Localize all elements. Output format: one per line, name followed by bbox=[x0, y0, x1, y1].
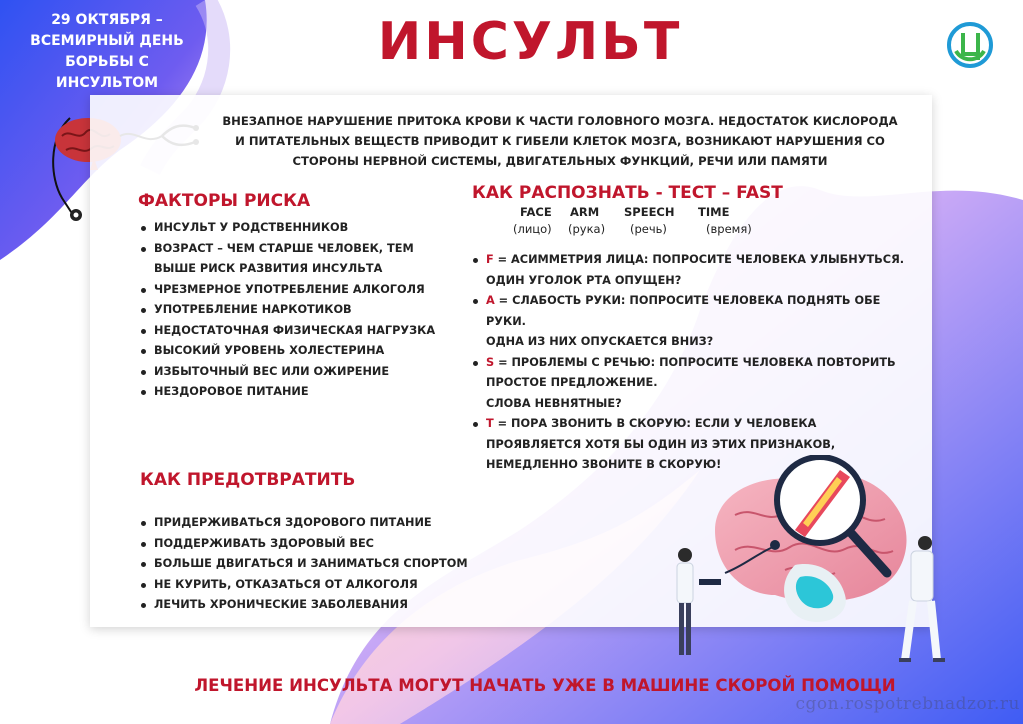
fast-letter: A bbox=[486, 294, 495, 307]
brain-doctors-illustration bbox=[655, 455, 945, 670]
risk-heading: ФАКТОРЫ РИСКА bbox=[138, 191, 311, 211]
page-title: ИНСУЛЬТ bbox=[377, 12, 683, 72]
fast-extra: СЛОВА НЕВНЯТНЫЕ? bbox=[486, 396, 622, 410]
risk-item: ИНСУЛЬТ У РОДСТВЕННИКОВ bbox=[140, 218, 450, 239]
risk-item: УПОТРЕБЛЕНИЕ НАРКОТИКОВ bbox=[140, 300, 450, 321]
fast-letter: F bbox=[486, 253, 494, 266]
fast-en-speech: SPEECH bbox=[624, 205, 675, 219]
fast-en-arm: ARM bbox=[570, 205, 600, 219]
fast-en-face: FACE bbox=[520, 205, 552, 219]
prevent-heading: КАК ПРЕДОТВРАТИТЬ bbox=[140, 470, 356, 490]
fast-ru-arm: (рука) bbox=[568, 222, 606, 236]
fast-ru-face: (лицо) bbox=[513, 222, 552, 236]
fast-text: = ПРОБЛЕМЫ С РЕЧЬЮ: ПОПРОСИТЕ ЧЕЛОВЕКА ПОВТОРИТЬ ПРОСТОЕ ПРЕДЛОЖЕНИЕ. bbox=[486, 355, 896, 389]
bottom-banner: ЛЕЧЕНИЕ ИНСУЛЬТА МОГУТ НАЧАТЬ УЖЕ В МАШИНЕ СКОРОЙ ПОМОЩИ bbox=[194, 676, 896, 695]
stroke-definition: ВНЕЗАПНОЕ НАРУШЕНИЕ ПРИТОКА КРОВИ К ЧАСТИ ГОЛОВНОГО МОЗГА. НЕДОСТАТОК КИСЛОРОДА И ПИТАТЕЛЬНЫХ ВЕЩЕСТВ ПРИВОДИТ К ГИБЕЛИ КЛЕТОК МОЗГА, ВОЗНИКАЮТ НАРУШЕНИЯ СО СТОРОНЫ НЕРВНОЙ СИСТЕМЫ, ДВИГАТЕЛЬНЫХ ФУНКЦИЙ, РЕЧИ ИЛИ ПАМЯТИ bbox=[222, 114, 898, 168]
fast-text: = АСИММЕТРИЯ ЛИЦА: ПОПРОСИТЕ ЧЕЛОВЕКА УЛЫБНУТЬСЯ. bbox=[493, 253, 905, 266]
fast-ru-speech: (речь) bbox=[630, 222, 667, 236]
fast-text: = ПОРА ЗВОНИТЬ В СКОРУЮ: ЕСЛИ У ЧЕЛОВЕКА ПРОЯВЛЯЕТСЯ ХОТЯ БЫ ОДИН ИЗ ЭТИХ ПРИЗНАКОВ, НЕМЕДЛЕННО ЗВОНИТЕ В СКОРУЮ! bbox=[486, 417, 836, 471]
fast-ru-time: (время) bbox=[706, 222, 752, 236]
fast-letter: S bbox=[486, 355, 495, 369]
fast-item bbox=[472, 353, 912, 415]
fast-extra: ОДНА ИЗ НИХ ОПУСКАЕТСЯ ВНИЗ? bbox=[486, 335, 714, 348]
fast-item bbox=[472, 291, 912, 353]
risk-item: НЕДОСТАТОЧНАЯ ФИЗИЧЕСКАЯ НАГРУЗКА bbox=[140, 321, 450, 342]
risk-item: ВЫСОКИЙ УРОВЕНЬ ХОЛЕСТЕРИНА bbox=[140, 341, 450, 362]
fast-text: = СЛАБОСТЬ РУКИ: ПОПРОСИТЕ ЧЕЛОВЕКА ПОДНЯТЬ ОБЕ РУКИ. bbox=[486, 294, 881, 328]
risk-item: ИЗБЫТОЧНЫЙ ВЕС ИЛИ ОЖИРЕНИЕ bbox=[140, 362, 450, 383]
prevent-list bbox=[140, 513, 480, 616]
risk-item: НЕЗДОРОВОЕ ПИТАНИЕ bbox=[140, 382, 450, 403]
prevent-item: БОЛЬШЕ ДВИГАТЬСЯ И ЗАНИМАТЬСЯ СПОРТОМ bbox=[140, 554, 480, 575]
fast-letter: T bbox=[486, 417, 494, 430]
fast-list bbox=[472, 250, 912, 476]
fast-legend bbox=[513, 205, 780, 236]
risk-item: ВОЗРАСТ – ЧЕМ СТАРШЕ ЧЕЛОВЕК, ТЕМ ВЫШЕ РИСК РАЗВИТИЯ ИНСУЛЬТА bbox=[140, 239, 450, 280]
cgon-logo bbox=[946, 21, 994, 69]
risk-item: ЧРЕЗМЕРНОЕ УПОТРЕБЛЕНИЕ АЛКОГОЛЯ bbox=[140, 280, 450, 301]
prevent-item: НЕ КУРИТЬ, ОТКАЗАТЬСЯ ОТ АЛКОГОЛЯ bbox=[140, 575, 480, 596]
prevent-item: ПРИДЕРЖИВАТЬСЯ ЗДОРОВОГО ПИТАНИЕ bbox=[140, 513, 480, 534]
prevent-item: ПОДДЕРЖИВАТЬ ЗДОРОВЫЙ ВЕС bbox=[140, 534, 480, 555]
fast-item bbox=[472, 250, 912, 291]
prevent-item: ЛЕЧИТЬ ХРОНИЧЕСКИЕ ЗАБОЛЕВАНИЯ bbox=[140, 595, 480, 616]
fast-en-time: TIME bbox=[698, 205, 730, 219]
fast-heading: КАК РАСПОЗНАТЬ - ТЕСТ – FAST bbox=[472, 183, 783, 203]
watermark-url: cgon.rospotrebnadzor.ru bbox=[795, 694, 1020, 714]
risk-list bbox=[140, 218, 450, 403]
date-caption: 29 ОКТЯБРЯ – ВСЕМИРНЫЙ ДЕНЬ БОРЬБЫ С ИНСУЛЬТОМ bbox=[30, 12, 184, 91]
fast-extra: ОДИН УГОЛОК РТА ОПУЩЕН? bbox=[486, 273, 682, 287]
